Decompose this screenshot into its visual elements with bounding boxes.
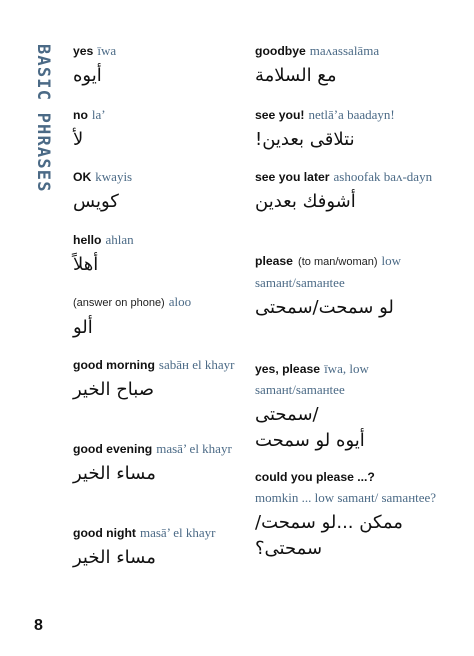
english-phrase: good morning [73, 358, 155, 372]
phrase-entry [73, 354, 243, 403]
transliteration: īwa [97, 43, 117, 58]
arabic-phrase: مساء الخير [73, 463, 156, 484]
phrase-entry [73, 166, 243, 215]
transliteration: ahlan [105, 232, 134, 247]
phrase-entry [255, 104, 455, 153]
transliteration: masā’ el khayr [156, 441, 232, 456]
arabic-phrase: مساء الخير [73, 547, 156, 568]
phrase-entry [255, 358, 455, 454]
arabic-phrase: كويس [73, 191, 119, 212]
transliteration: maʌassalāma [309, 43, 380, 58]
english-phrase: OK [73, 170, 92, 184]
english-phrase: no [73, 108, 88, 122]
phrase-entry [255, 250, 455, 321]
arabic-phrase: نتلاقى بعدين! [255, 129, 355, 150]
arabic-phrase: /سمحتى [255, 404, 319, 425]
transliteration: netlā’a baadayn! [308, 107, 395, 122]
english-phrase: see you! [255, 108, 305, 122]
arabic-phrase: أشوفك بعدين [255, 191, 356, 212]
transliteration: aloo [168, 294, 192, 309]
arabic-phrase: أيوه [73, 65, 102, 86]
arabic-phrase: ممكن ...لو سمحت/ [255, 512, 403, 533]
english-phrase: goodbye [255, 44, 306, 58]
phrase-entry [255, 166, 455, 215]
phrase-entry [255, 466, 455, 562]
transliteration: īwa, low samaнt/samaнtee [255, 361, 369, 397]
english-phrase: yes [73, 44, 94, 58]
phrase-entry [73, 522, 243, 571]
transliteration: sabāн el khayr [158, 357, 235, 372]
english-phrase: please [255, 254, 293, 268]
arabic-phrase: صباح الخير [73, 379, 155, 400]
arabic-phrase: أهلاً [73, 254, 99, 275]
english-note: (to man/woman) [298, 256, 378, 268]
arabic-phrase: لو سمحت/سمحتى [255, 297, 394, 318]
transliteration: low samaнt/samaнtee [255, 253, 402, 290]
phrase-entry [73, 40, 243, 89]
english-phrase: (answer on phone) [73, 297, 165, 309]
arabic-phrase: مع السلامة [255, 65, 337, 86]
transliteration: kwayis [95, 169, 133, 184]
transliteration: momkin ... low samaнt/ samaнtee? [255, 490, 437, 505]
section-title: BASIC PHRASES [33, 44, 53, 193]
english-phrase: yes, please [255, 362, 321, 376]
arabic-phrase: لأ [73, 129, 84, 150]
arabic-phrase-line-2: سمحتى؟ [255, 538, 323, 559]
transliteration: la’ [91, 107, 106, 122]
english-phrase: see you later [255, 170, 330, 184]
phrase-entry [73, 438, 243, 487]
phrase-entry [73, 291, 243, 341]
arabic-phrase-line-2: أيوه لو سمحت [255, 430, 365, 451]
phrase-entry [73, 229, 243, 278]
phrase-entry [255, 40, 455, 89]
english-phrase: good evening [73, 442, 153, 456]
english-phrase: could you please ...? [255, 470, 375, 484]
english-phrase: good night [73, 526, 136, 540]
transliteration: masā’ el khayr [139, 525, 216, 540]
page-number: 8 [34, 617, 43, 634]
arabic-phrase: ألو [73, 317, 93, 338]
transliteration: ashoofak baʌ-dayn [333, 169, 433, 184]
phrase-entry [73, 104, 243, 153]
english-phrase: hello [73, 233, 102, 247]
